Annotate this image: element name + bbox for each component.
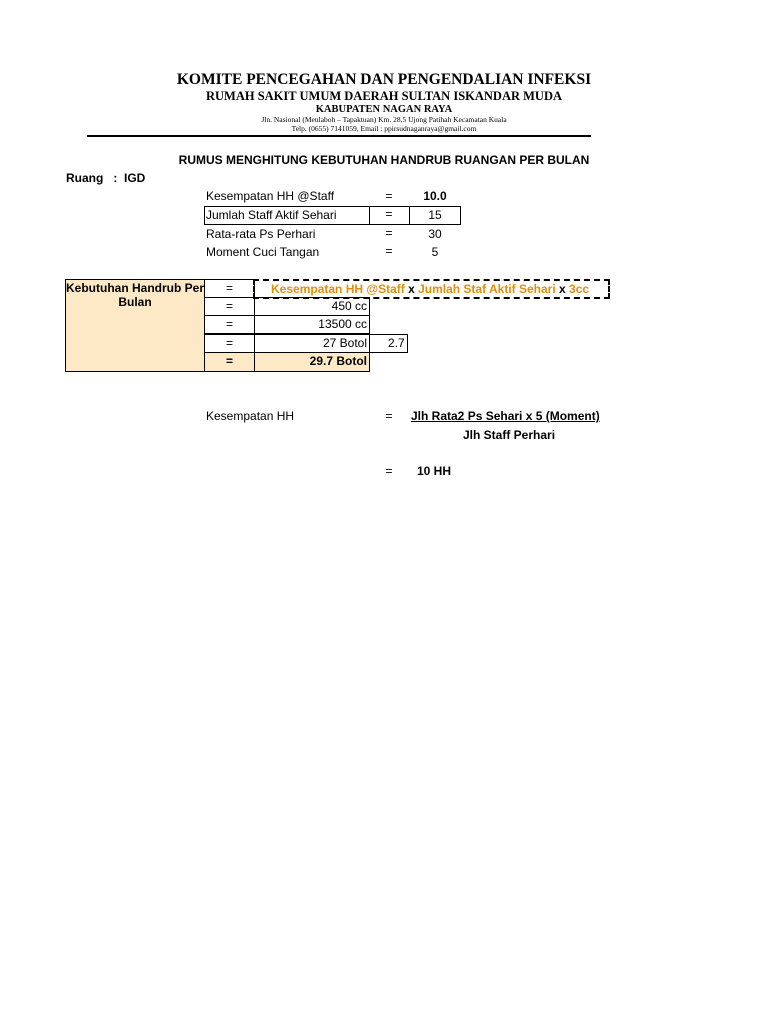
kesempatan-label: Kesempatan HH [206, 409, 295, 423]
param-value-rata-rata: 30 [428, 227, 442, 241]
kebutuhan-label: Kebutuhan Handrub Per Bulan [65, 279, 205, 372]
param-eq-moment: = [385, 244, 393, 258]
kesempatan-result: 10 HH [417, 464, 452, 478]
kesempatan-eq: = [385, 409, 393, 423]
header-regency: KABUPATEN NAGAN RAYA [315, 104, 453, 115]
row-value-botol: 27 Botol [254, 334, 370, 353]
formula-part-kesempatan: Kesempatan HH @Staff [271, 282, 405, 296]
param-label-jumlah-staff: Jumlah Staff Aktif Sehari [206, 208, 337, 222]
header-divider [87, 135, 591, 137]
kesempatan-denominator: Jlh Staff Perhari [463, 428, 556, 442]
param-label-rata-rata: Rata-rata Ps Perhari [206, 227, 316, 241]
param-eq-kesempatan: = [385, 189, 393, 203]
param-label-moment: Moment Cuci Tangan [206, 245, 320, 259]
row-eq: = [204, 334, 255, 353]
row-eq: = [204, 297, 255, 316]
param-label-kesempatan: Kesempatan HH @Staff [206, 189, 335, 203]
formula-part-jumlah: Jumlah Staf Aktif Sehari [418, 282, 556, 296]
param-value-jumlah-staff: 15 [428, 208, 442, 222]
kesempatan-numerator: Jlh Rata2 Ps Sehari x 5 (Moment) [411, 409, 600, 423]
formula-box [253, 279, 610, 299]
page-title: RUMUS MENGHITUNG KEBUTUHAN HANDRUB RUANGAN PER BULAN [178, 153, 590, 167]
formula-part-3cc: 3cc [569, 282, 590, 296]
room-label: Ruang : IGD [66, 171, 146, 185]
header-address: Jln. Nasional (Meulaboh – Tapaktuan) Km. 28,5 Ujong Patihah Kecamatan Kuala [261, 115, 507, 124]
result-value-botol: 29.7 Botol [254, 352, 370, 372]
formula-times-2: x [555, 282, 570, 296]
param-value-kesempatan: 10.0 [423, 189, 447, 203]
formula-times-1: x [404, 282, 419, 296]
row-value-cc-monthly: 13500 cc [254, 315, 370, 334]
row-value-cc: 450 cc [254, 297, 370, 316]
param-value-moment: 5 [431, 245, 439, 259]
param-eq-rata-rata: = [385, 226, 393, 240]
header-committee-name: KOMITE PENCEGAHAN DAN PENGENDALIAN INFEKSI [176, 71, 592, 88]
header-hospital-name: RUMAH SAKIT UMUM DAERAH SULTAN ISKANDAR MUDA [205, 89, 563, 103]
param-eq-jumlah-staff: = [385, 207, 393, 221]
result-eq: = [204, 352, 255, 372]
kesempatan-result-eq: = [385, 464, 393, 478]
formula-eq: = [204, 279, 255, 298]
row-extra-value: 2.7 [369, 334, 408, 353]
header-contact: Telp. (0655) 7141059, Email : ppirsudnaganraya@gmail.com [291, 124, 477, 133]
row-eq: = [204, 315, 255, 334]
